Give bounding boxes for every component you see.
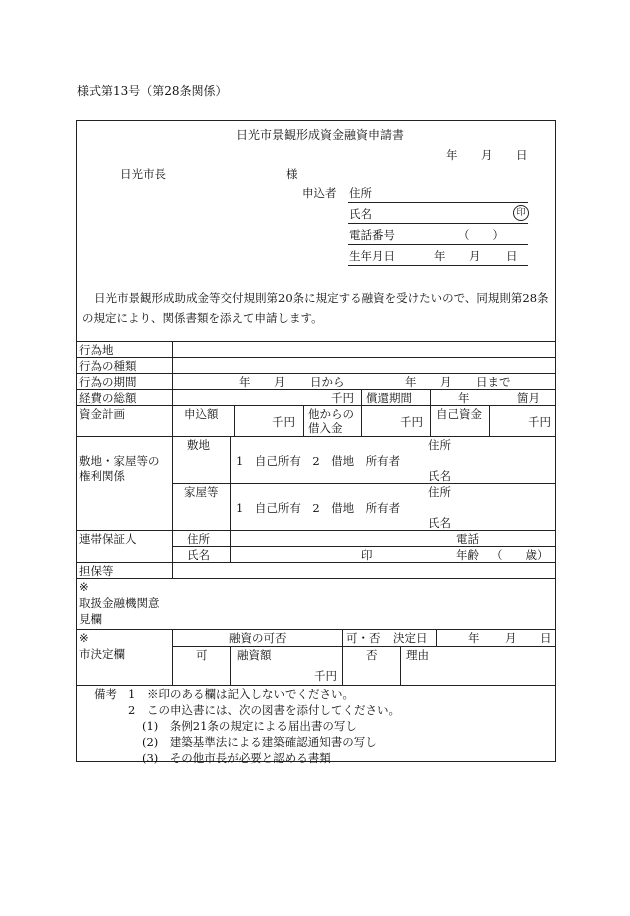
table-line	[430, 389, 431, 405]
building-ownership-choice: 1 自己所有 2 借地 所有者	[236, 501, 401, 515]
applicant-birth-line	[348, 265, 528, 266]
applicant-phone-label: 電話番号	[349, 228, 395, 242]
applicant-name-line	[348, 223, 528, 224]
guarantor-seal: 印	[361, 548, 373, 562]
note-2-number: 2	[128, 703, 136, 717]
period-from: 日から	[310, 375, 345, 389]
applicant-label: 申込者	[302, 186, 337, 200]
own-fund-unit: 千円	[528, 415, 551, 429]
total-cost-unit: 千円	[331, 391, 354, 405]
addressee: 日光市長	[120, 167, 166, 181]
land-owner-name: 氏名	[428, 469, 451, 483]
birth-year: 年	[434, 249, 446, 263]
table-line	[361, 389, 362, 405]
collateral-label: 担保等	[79, 564, 114, 578]
funding-label: 資金計画	[79, 407, 125, 421]
note-2: この申込書には、次の図書を添付してください。	[147, 703, 400, 717]
land-owner-address: 住所	[428, 438, 451, 452]
other-loan-unit: 千円	[400, 415, 423, 429]
approval-label: 融資の可否	[229, 631, 287, 645]
bank-label-2: 見欄	[79, 612, 102, 626]
table-line	[76, 530, 556, 531]
date-year: 年	[446, 148, 458, 162]
type-label: 行為の種類	[79, 359, 137, 373]
table-line	[76, 341, 556, 342]
table-line	[76, 562, 556, 563]
city-mark: ※	[79, 631, 89, 645]
building-label: 家屋等	[184, 485, 219, 499]
applicant-phone-line	[348, 244, 528, 245]
applicant-phone-paren: （ ）	[458, 228, 504, 242]
period-month-1: 月	[274, 375, 286, 389]
table-line	[361, 405, 362, 436]
guarantor-age-label: 年齢	[456, 548, 479, 562]
period-to: 日まで	[476, 375, 511, 389]
applicant-address-label: 住所	[349, 186, 372, 200]
table-line	[76, 685, 556, 686]
seal-mark: 印	[513, 205, 529, 221]
applied-amount-label: 申込額	[184, 407, 219, 421]
guarantor-age-paren: （ 歳）	[491, 548, 549, 562]
bank-label-1: 取扱金融機関意	[79, 596, 160, 610]
guarantor-phone-label: 電話	[456, 532, 479, 546]
total-cost-label: 経費の総額	[79, 391, 137, 405]
table-line	[230, 530, 231, 562]
decision-month: 月	[505, 631, 517, 645]
form-number: 様式第13号（第28条関係）	[77, 84, 228, 98]
land-ownership-choice: 1 自己所有 2 借地 所有者	[236, 454, 401, 468]
period-month-2: 月	[440, 375, 452, 389]
period-year-1: 年	[239, 375, 251, 389]
table-line	[76, 357, 556, 358]
table-line	[489, 405, 490, 436]
guarantor-label: 連帯保証人	[79, 532, 137, 546]
table-line	[172, 341, 173, 578]
birth-day: 日	[506, 249, 518, 263]
table-line	[230, 436, 231, 530]
approve-label: 可	[196, 648, 208, 662]
bank-mark: ※	[79, 580, 89, 594]
table-line	[76, 436, 556, 437]
decision-year: 年	[468, 631, 480, 645]
form-title: 日光市景観形成資金融資申請書	[236, 128, 405, 142]
date-day: 日	[516, 148, 528, 162]
table-line	[234, 405, 235, 436]
table-line	[342, 646, 343, 685]
building-owner-address: 住所	[428, 485, 451, 499]
yes-no-label: 可・否	[346, 631, 381, 645]
note-2-sub-2: (2) 建築基準法による建築確認通知書の写し	[142, 735, 377, 749]
own-fund-label: 自己資金	[436, 407, 482, 421]
addressee-sama: 様	[286, 167, 298, 181]
note-1: ※印のある欄は記入しないでください。	[147, 687, 354, 701]
form-frame	[76, 120, 556, 762]
notes-label: 備考	[94, 687, 117, 701]
guarantor-address-label: 住所	[187, 532, 210, 546]
decision-day: 日	[540, 631, 552, 645]
table-line	[230, 646, 231, 685]
table-line	[76, 405, 556, 406]
rights-label-1: 敷地・家屋等の	[79, 454, 160, 468]
note-1-number: 1	[128, 687, 136, 701]
birth-month: 月	[469, 249, 481, 263]
loan-amount-unit: 千円	[314, 669, 337, 683]
other-loan-label-2: 借入金	[308, 421, 343, 435]
city-decision-label: 市決定欄	[79, 647, 125, 661]
decision-date-label: 決定日	[393, 631, 428, 645]
table-line	[172, 629, 173, 685]
table-line	[76, 373, 556, 374]
applied-amount-unit: 千円	[272, 415, 295, 429]
table-line	[342, 629, 343, 646]
period-label: 行為の期間	[79, 375, 137, 389]
note-2-sub-1: (1) 条例21条の規定による届出書の写し	[142, 719, 357, 733]
applicant-address-line	[348, 202, 528, 203]
repayment-label: 償還期間	[366, 391, 412, 405]
applicant-birth-label: 生年月日	[349, 249, 395, 263]
repayment-months: 箇月	[517, 391, 540, 405]
other-loan-label-1: 他からの	[308, 407, 354, 421]
guarantor-name-label: 氏名	[187, 548, 210, 562]
table-line	[76, 629, 556, 630]
rights-label-2: 権利関係	[79, 469, 125, 483]
table-line	[436, 629, 437, 646]
applicant-name-label: 氏名	[349, 207, 372, 221]
table-line	[400, 646, 401, 685]
note-2-sub-3: (3) その他市長が必要と認める書類	[142, 751, 331, 765]
reject-label: 否	[366, 648, 378, 662]
table-line	[76, 389, 556, 390]
application-statement: 日光市景観形成助成金等交付規則第20条に規定する融資を受けたいので、同規則第28条の規定により、関係書類を添えて申請します。	[82, 291, 549, 325]
repayment-years: 年	[458, 391, 470, 405]
table-line	[430, 405, 431, 436]
date-month: 月	[481, 148, 493, 162]
loan-amount-label: 融資額	[237, 648, 272, 662]
table-line	[303, 405, 304, 436]
building-owner-name: 氏名	[428, 516, 451, 530]
table-line	[76, 578, 556, 579]
location-label: 行為地	[79, 343, 114, 357]
reason-label: 理由	[406, 648, 429, 662]
period-year-2: 年	[405, 375, 417, 389]
land-label: 敷地	[187, 438, 210, 452]
